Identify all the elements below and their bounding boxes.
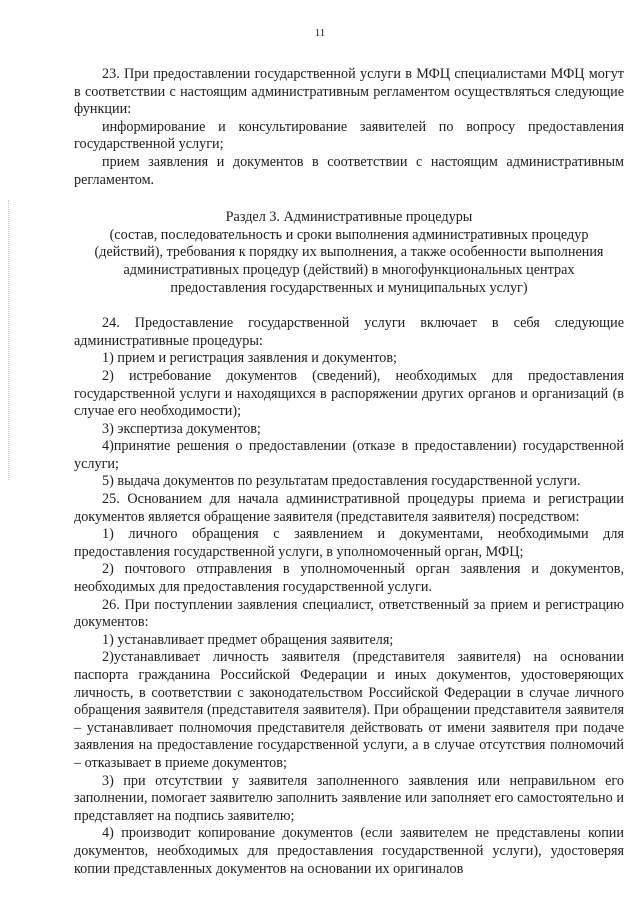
- document-body: [74, 66, 624, 878]
- section-subtitle-line: административных процедур (действий) в многофункциональных центрах: [123, 261, 575, 278]
- list-item: 2)устанавливает личность заявителя (представителя заявителя) на основании паспорта гражданина Российской Федерации и иных документов, удостоверяющих личность, в соответствии с законодательством Российской Федерации в случае личного обращения заявителя (представителя заявителя). При обращении представителя заявителя – устанавливает полномочия представителя действовать от имени заявителя при подаче заявления на предоставление государственной услуги, а в случае отсутствия полномочий – отказывает в приеме документов;: [74, 649, 624, 771]
- list-item: 1) прием и регистрация заявления и документов;: [102, 350, 397, 367]
- spacer: [74, 297, 624, 315]
- margin-rule: [8, 200, 9, 480]
- procedures-block: [74, 315, 624, 878]
- intro-block: [74, 66, 624, 189]
- section-subtitle-line: предоставления государственных и муниципальных услуг): [170, 279, 528, 296]
- paragraph-26: 26. При поступлении заявления специалист, ответственный за прием и регистрацию документов:: [74, 596, 624, 631]
- list-item: 2) почтового отправления в уполномоченный орган заявления и документов, необходимых для предоставления государственной услуги.: [74, 561, 624, 596]
- page-number: 11: [314, 27, 326, 39]
- section-subtitle-line: (состав, последовательность и сроки выполнения административных процедур: [109, 226, 589, 243]
- list-item: 2) истребование документов (сведений), необходимых для предоставления государственной услуги и находящихся в распоряжении других органов и организаций (в случае его необходимости);: [74, 367, 624, 420]
- section-title: Раздел 3. Административные процедуры: [225, 209, 473, 226]
- section-subtitle-line: (действий), требования к порядку их выполнения, а также особенности выполнения: [94, 244, 604, 261]
- paragraph-25: 25. Основанием для начала административной процедуры приема и регистрации документов является обращение заявителя (представителя заявителя) посредством:: [74, 491, 624, 525]
- list-item: 4) производит копирование документов (если заявителем не представлены копии документов, необходимых для предоставления государственной услуги), удостоверяя копии представленных документов на основании их оригиналов: [74, 825, 624, 877]
- list-item: 3) при отсутствии у заявителя заполненного заявления или неправильном его заполнении, помогает заявителю заполнить заявление или заполняет его самостоятельно и представляет на подпись заявителю;: [74, 772, 624, 824]
- section-heading: [74, 209, 624, 297]
- paragraph-23-function-1: информирование и консультирование заявителей по вопросу предоставления государственной услуги;: [74, 118, 624, 153]
- list-item: 1) личного обращения с заявлением и документами, необходимыми для предоставления государственной услуги, в уполномоченный орган, МФЦ;: [74, 526, 624, 560]
- paragraph-24: 24. Предоставление государственной услуги включает в себя следующие административные процедуры:: [74, 315, 624, 349]
- paragraph-23-function-2: прием заявления и документов в соответствии с настоящим административным регламентом.: [74, 153, 624, 188]
- list-item: 3) экспертиза документов;: [102, 420, 261, 437]
- paragraph-23: 23. При предоставлении государственной услуги в МФЦ специалистами МФЦ могут в соответствии с настоящим административным регламентом осуществляться следующие функции:: [74, 66, 624, 118]
- list-item: 4)принятие решения о предоставлении (отказе в предоставлении) государственной услуги;: [74, 438, 624, 472]
- list-item: 1) устанавливает предмет обращения заявителя;: [102, 631, 394, 648]
- list-item: 5) выдача документов по результатам предоставления государственной услуги.: [102, 473, 581, 490]
